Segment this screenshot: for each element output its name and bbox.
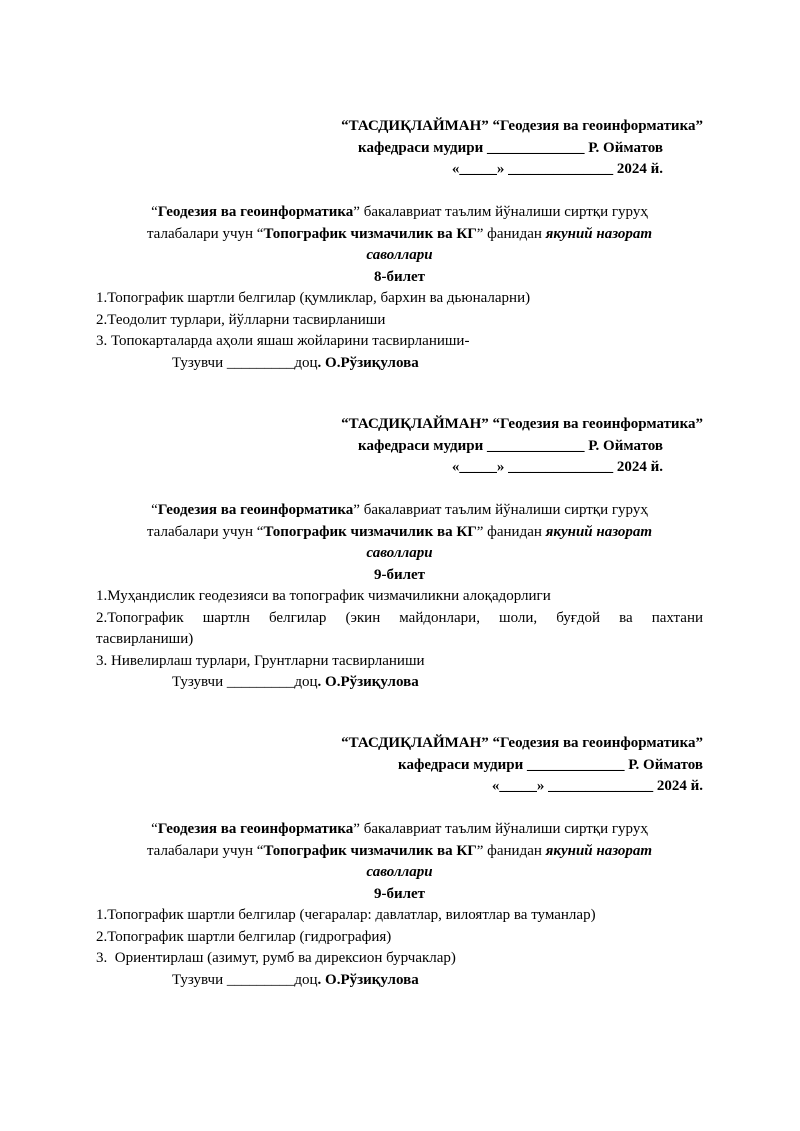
author-line: [96, 970, 703, 992]
head-name: Р. Ойматов: [588, 139, 663, 156]
question-2: 2.Топографик шартлн белгилар (экин майдонлари, шоли, буғдой ва пахтани: [96, 609, 703, 626]
question-1: 1.Топографик шартли белгилар (чегаралар: давлатлар, вилоятлар ва туманлар): [96, 907, 596, 923]
head-label: кафедраси мудири _____________: [398, 756, 625, 773]
ticket-8: [96, 116, 703, 374]
head-name: Р. Ойматов: [628, 756, 703, 773]
ticket-9b: [96, 733, 703, 991]
date-line: «_____» ______________ 2024 й.: [451, 459, 663, 475]
quote: “: [151, 502, 158, 518]
intro-line-2: [96, 841, 703, 863]
intro-text: талабалари учун “: [146, 842, 264, 859]
department-name: Геодезия ва геоинформатика: [157, 204, 354, 220]
date-line: «_____» ______________ 2024 й.: [491, 778, 703, 794]
ticket-9a: [96, 414, 703, 694]
department-name: Геодезия ва геоинформатика: [157, 821, 354, 837]
author-line: [96, 353, 703, 375]
exam-type: якуний назорат: [545, 842, 653, 859]
author-label: Тузувчи _________доц: [172, 354, 318, 371]
question-2: 2.Топографик шартли белгилар (гидрография): [96, 928, 392, 945]
ticket-number: 9-билет: [373, 885, 426, 902]
intro-text: ” фанидан: [476, 842, 546, 859]
department-name: Геодезия ва геоинформатика: [157, 502, 354, 518]
department-head-line: [96, 755, 703, 777]
intro-text: талабалари учун “: [146, 225, 264, 242]
approval-line: “ТАСДИҚЛАЙМАН” “Геодезия ва геоинформатика”: [341, 118, 703, 134]
subject-name: Топографик чизмачилик ва КГ: [263, 842, 477, 859]
intro-line-1: [96, 500, 703, 522]
date-line: «_____» ______________ 2024 й.: [451, 161, 663, 177]
approval-line: “ТАСДИҚЛАЙМАН” “Геодезия ва геоинформатика”: [341, 416, 703, 432]
author-name: . О.Рўзиқулова: [317, 971, 419, 988]
subject-name: Топографик чизмачилик ва КГ: [263, 225, 477, 242]
intro-line-1: [96, 202, 703, 224]
author-name: . О.Рўзиқулова: [317, 354, 419, 371]
head-name: Р. Ойматов: [588, 437, 663, 454]
intro-text: ” бакалавриат таълим йўналиши сиртқи гуруҳ: [353, 502, 648, 518]
author-line: [96, 672, 703, 694]
department-head-line: [96, 436, 703, 458]
intro-text: ” фанидан: [476, 225, 546, 242]
intro-line-3: саволлари: [366, 247, 433, 263]
intro-text: ” фанидан: [476, 523, 546, 540]
head-label: кафедраси мудири _____________: [358, 437, 585, 454]
exam-type: якуний назорат: [545, 523, 653, 540]
intro-line-3: саволлари: [366, 864, 433, 880]
question-3: 3. Топокарталарда аҳоли яшаш жойларини тасвирланиши-: [96, 333, 470, 349]
author-label: Тузувчи _________доц: [172, 674, 318, 690]
quote: “: [151, 204, 158, 220]
intro-line-2: [96, 224, 703, 246]
quote: “: [151, 821, 158, 837]
exam-type: якуний назорат: [545, 225, 653, 242]
author-name: . О.Рўзиқулова: [317, 674, 419, 690]
intro-line-2: [96, 522, 703, 544]
question-3: 3. Нивелирлаш турлари, Грунтларни тасвирланиши: [96, 652, 425, 669]
subject-name: Топографик чизмачилик ва КГ: [263, 523, 477, 540]
question-1: 1.Топографик шартли белгилар (қумликлар, бархин ва дьюналарни): [96, 290, 531, 306]
author-label: Тузувчи _________доц: [172, 971, 318, 988]
question-3: 3. Ориентирлаш (азимут, румб ва дирексион бурчаклар): [96, 950, 456, 966]
intro-line-1: [96, 819, 703, 841]
head-label: кафедраси мудири _____________: [358, 139, 585, 156]
intro-text: ” бакалавриат таълим йўналиши сиртқи гуруҳ: [353, 821, 648, 837]
ticket-number: 8-билет: [373, 268, 426, 285]
intro-line-3: саволлари: [366, 545, 433, 561]
question-2-continued: тасвирланиши): [96, 631, 194, 647]
question-1: 1.Муҳандислик геодезияси ва топографик чизмачиликни алоқадорлиги: [96, 588, 551, 604]
intro-text: талабалари учун “: [146, 523, 264, 540]
question-2: 2.Теодолит турлари, йўлларни тасвирланиши: [96, 311, 386, 328]
department-head-line: [96, 138, 703, 160]
approval-line: “ТАСДИҚЛАЙМАН” “Геодезия ва геоинформатика”: [341, 735, 703, 751]
ticket-number: 9-билет: [373, 566, 426, 583]
intro-text: ” бакалавриат таълим йўналиши сиртқи гуруҳ: [353, 204, 648, 220]
